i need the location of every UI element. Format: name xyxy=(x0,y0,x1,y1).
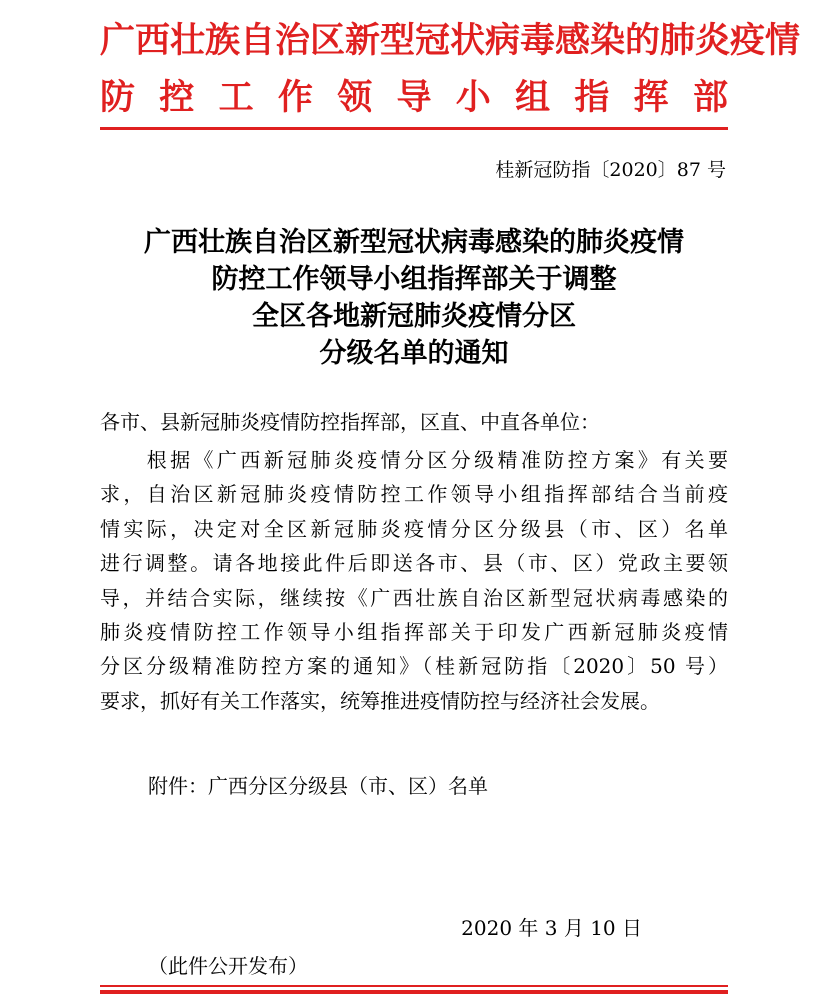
footer-red-line-thin xyxy=(100,985,728,987)
issuer-header-line-2: 防控工作领导小组指挥部 xyxy=(100,77,728,118)
attachment-note: 附件：广西分区分级县（市、区）名单 xyxy=(148,774,488,798)
body-paragraph xyxy=(100,443,728,718)
addressee: 各市、县新冠肺炎疫情防控指挥部，区直、中直各单位： xyxy=(100,410,600,434)
issue-date: 2020 年 3 月 10 日 xyxy=(461,916,642,940)
publish-note: （此件公开发布） xyxy=(148,954,308,978)
title-line: 广西壮族自治区新型冠状病毒感染的肺炎疫情 xyxy=(144,227,684,258)
body-line: 导，并结合实际，继续按《广西壮族自治区新型冠状病毒感染的 xyxy=(100,585,728,610)
body-line: 肺炎疫情防控工作领导小组指挥部关于印发广西新冠肺炎疫情 xyxy=(100,620,728,645)
body-line: 进行调整。请各地接此件后即送各市、县（市、区）党政主要领 xyxy=(100,551,728,576)
title-line: 分级名单的通知 xyxy=(319,338,509,369)
red-separator-line xyxy=(100,127,728,130)
body-line: 分区分级精准防控方案的通知》（桂新冠防指〔2020〕50 号） xyxy=(100,654,728,679)
document-number: 桂新冠防指〔2020〕87 号 xyxy=(495,159,726,181)
footer-red-line-thick xyxy=(100,990,728,994)
body-line: 根据《广西新冠肺炎疫情分区分级精准防控方案》有关要 xyxy=(100,448,728,472)
title-line: 防控工作领导小组指挥部关于调整 xyxy=(211,264,617,295)
issuer-header-line-1: 广西壮族自治区新型冠状病毒感染的肺炎疫情 xyxy=(100,20,801,61)
title-line: 全区各地新冠肺炎疫情分区 xyxy=(252,301,576,332)
body-line: 要求，抓好有关工作落实，统筹推进疫情防控与经济社会发展。 xyxy=(100,688,660,713)
document-title xyxy=(100,224,728,372)
body-line: 情实际，决定对全区新冠肺炎疫情分区分级县（市、区）名单 xyxy=(100,516,728,541)
body-line: 求，自治区新冠肺炎疫情防控工作领导小组指挥部结合当前疫 xyxy=(100,482,728,507)
